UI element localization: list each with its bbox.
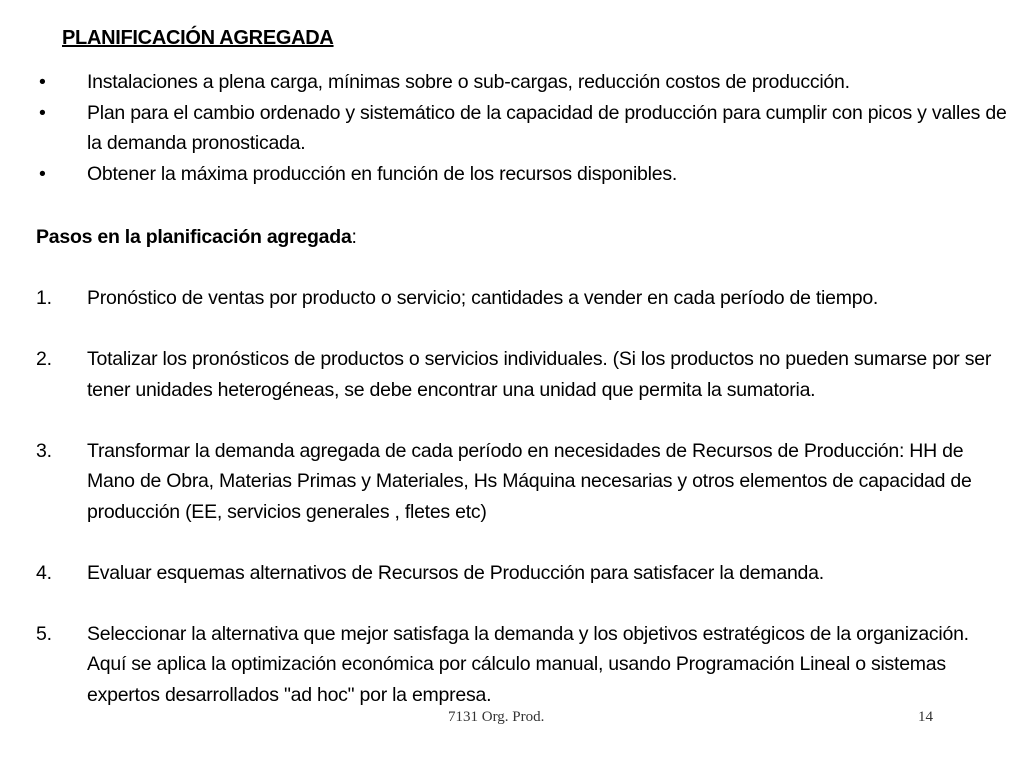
steps-list [36, 283, 1011, 741]
bullet-item [36, 98, 1011, 159]
step-text: Pronóstico de ventas por producto o servicio; cantidades a vender en cada período de tiempo. [87, 287, 879, 309]
step-text: Seleccionar la alternativa que mejor satisfaga la demanda y los objetivos estratégicos de la organización. Aquí se aplica la optimización económica por cálculo manual, usando Programación Lineal o sistemas expertos desarrollados "ad hoc" por la empresa. [87, 622, 969, 706]
bullet-text: Obtener la máxima producción en función de los recursos disponibles. [87, 162, 677, 185]
bullet-marker: • [39, 71, 46, 93]
steps-heading-colon: : [351, 226, 357, 248]
step-number: 3. [36, 439, 52, 462]
bullet-item [36, 67, 1011, 98]
step-number: 5. [36, 622, 52, 645]
bullet-text: Plan para el cambio ordenado y sistemático de la capacidad de producción para cumplir con picos y valles de la demanda pronosticada. [87, 101, 1007, 154]
bullet-item [36, 159, 1011, 190]
step-number: 2. [36, 348, 52, 370]
bullet-marker: • [39, 101, 46, 124]
steps-heading-text: Pasos en la planificación agregada [36, 226, 352, 248]
step-number: 1. [36, 287, 52, 309]
step-item [36, 283, 1011, 314]
bullet-text: Instalaciones a plena carga, mínimas sobre o sub-cargas, reducción costos de producción. [87, 71, 850, 93]
step-item [36, 619, 1011, 711]
step-item [36, 558, 1011, 589]
footer-course-label: 7131 Org. Prod. [448, 709, 545, 725]
bullet-list [36, 67, 1011, 189]
steps-heading [36, 222, 1011, 253]
step-item [36, 344, 1011, 405]
slide-title: PLANIFICACIÓN AGREGADA [62, 27, 334, 49]
step-text: Totalizar los pronósticos de productos o servicios individuales. (Si los productos no pueden sumarse por ser tener unidades heterogéneas, se debe encontrar una unidad que permita la sumatoria. [87, 348, 992, 401]
bullet-marker: • [39, 162, 46, 185]
step-item [36, 436, 1011, 528]
step-text: Evaluar esquemas alternativos de Recursos de Producción para satisfacer la demanda. [87, 561, 824, 584]
step-text: Transformar la demanda agregada de cada período en necesidades de Recursos de Producción: HH de Mano de Obra, Materias Primas y Materiales, Hs Máquina necesarias y otros elementos de capacidad de producción (EE, servicios generales , fletes etc) [87, 439, 972, 523]
page-number: 14 [918, 709, 933, 725]
step-number: 4. [36, 561, 52, 584]
